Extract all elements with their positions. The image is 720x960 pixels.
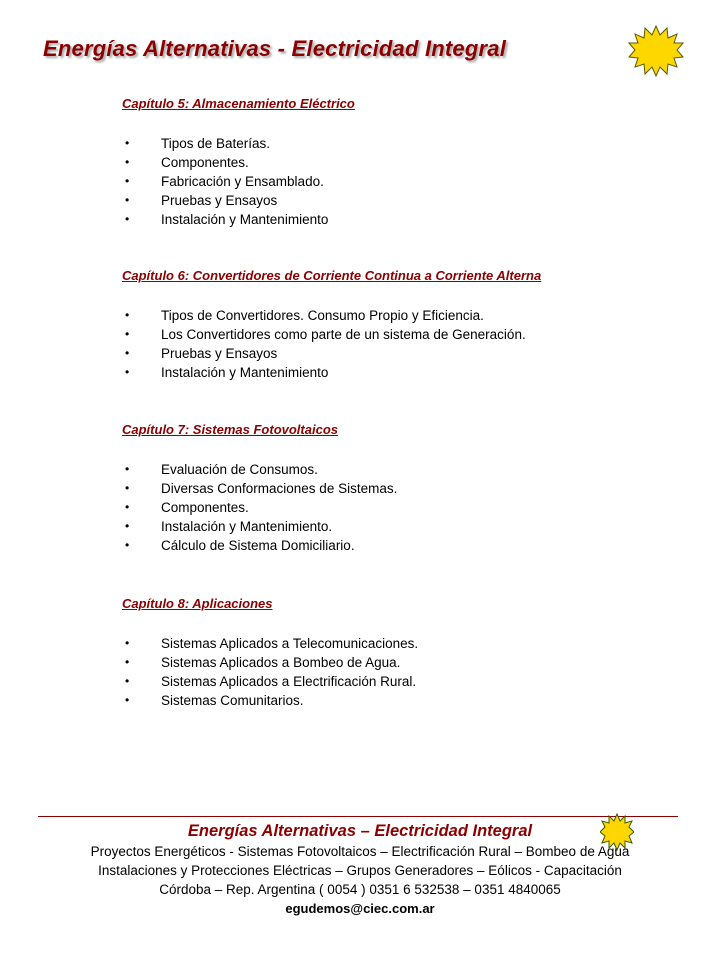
list-item: • Instalación y Mantenimiento	[125, 212, 329, 227]
chapter-7-list	[122, 460, 397, 555]
list-item: • Pruebas y Ensayos	[125, 346, 278, 361]
bullet-icon: •	[125, 655, 130, 669]
bullet-icon: •	[125, 327, 130, 341]
bullet-icon: •	[125, 174, 130, 188]
list-item: • Evaluación de Consumos.	[125, 462, 318, 477]
bullet-icon: •	[125, 365, 130, 379]
bullet-icon: •	[125, 462, 130, 476]
sun-rays	[629, 26, 683, 76]
list-item: • Componentes.	[125, 155, 249, 170]
footer-services-line: Instalaciones y Protecciones Eléctricas – Grupos Generadores – Eólicos - Capacitación	[98, 863, 622, 878]
chapter-5-list	[122, 134, 355, 229]
chapter-title: Capítulo 7: Sistemas Fotovoltaicos	[122, 422, 338, 437]
page-title: Energías Alternativas - Electricidad Integral	[43, 36, 507, 61]
list-item: • Diversas Conformaciones de Sistemas.	[125, 481, 398, 496]
chapter-title: Capítulo 6: Convertidores de Corriente Continua a Corriente Alterna	[122, 268, 542, 283]
list-item: • Instalación y Mantenimiento.	[125, 519, 333, 534]
footer-title: Energías Alternativas – Electricidad Integral	[187, 822, 533, 840]
chapter-6	[122, 268, 541, 382]
list-item: • Sistemas Aplicados a Electrificación Rural.	[125, 674, 417, 689]
list-item: • Sistemas Comunitarios.	[125, 693, 304, 708]
list-item: • Cálculo de Sistema Domiciliario.	[125, 538, 355, 553]
chapter-8	[122, 596, 418, 710]
bullet-icon: •	[125, 674, 130, 688]
bullet-icon: •	[125, 500, 130, 514]
chapter-5	[122, 96, 355, 229]
list-item: • Tipos de Baterías.	[125, 136, 271, 151]
list-item: • Tipos de Convertidores. Consumo Propio y Eficiencia.	[125, 308, 484, 323]
footer-services-line: Proyectos Energéticos - Sistemas Fotovoltaicos – Electrificación Rural – Bombeo de Agua	[90, 844, 630, 859]
list-item: • Los Convertidores como parte de un sistema de Generación.	[125, 327, 526, 342]
list-item: • Sistemas Aplicados a Telecomunicaciones.	[125, 636, 419, 651]
bullet-icon: •	[125, 538, 130, 552]
bullet-icon: •	[125, 136, 130, 150]
list-item: • Pruebas y Ensayos	[125, 193, 278, 208]
bullet-icon: •	[125, 212, 130, 226]
bullet-icon: •	[125, 519, 130, 533]
bullet-icon: •	[125, 481, 130, 495]
bullet-icon: •	[125, 155, 130, 169]
list-item: • Sistemas Aplicados a Bombeo de Agua.	[125, 655, 401, 670]
list-item: • Componentes.	[125, 500, 249, 515]
bullet-icon: •	[125, 193, 130, 207]
chapter-7	[122, 422, 397, 555]
list-item: • Instalación y Mantenimiento	[125, 365, 329, 380]
footer	[0, 820, 720, 918]
footer-contact-line: Córdoba – Rep. Argentina ( 0054 ) 0351 6 532538 – 0351 4840065	[159, 882, 561, 897]
footer-email[interactable]: egudemos@ciec.com.ar	[285, 901, 435, 916]
footer-divider	[38, 816, 678, 817]
sun-icon	[628, 24, 684, 78]
bullet-icon: •	[125, 693, 130, 707]
chapter-title: Capítulo 5: Almacenamiento Eléctrico	[122, 96, 355, 111]
bullet-icon: •	[125, 346, 130, 360]
list-item: • Fabricación y Ensamblado.	[125, 174, 324, 189]
chapter-6-list	[122, 306, 541, 382]
bullet-icon: •	[125, 636, 130, 650]
chapter-title: Capítulo 8: Aplicaciones	[122, 596, 273, 611]
chapter-8-list	[122, 634, 418, 710]
bullet-icon: •	[125, 308, 130, 322]
